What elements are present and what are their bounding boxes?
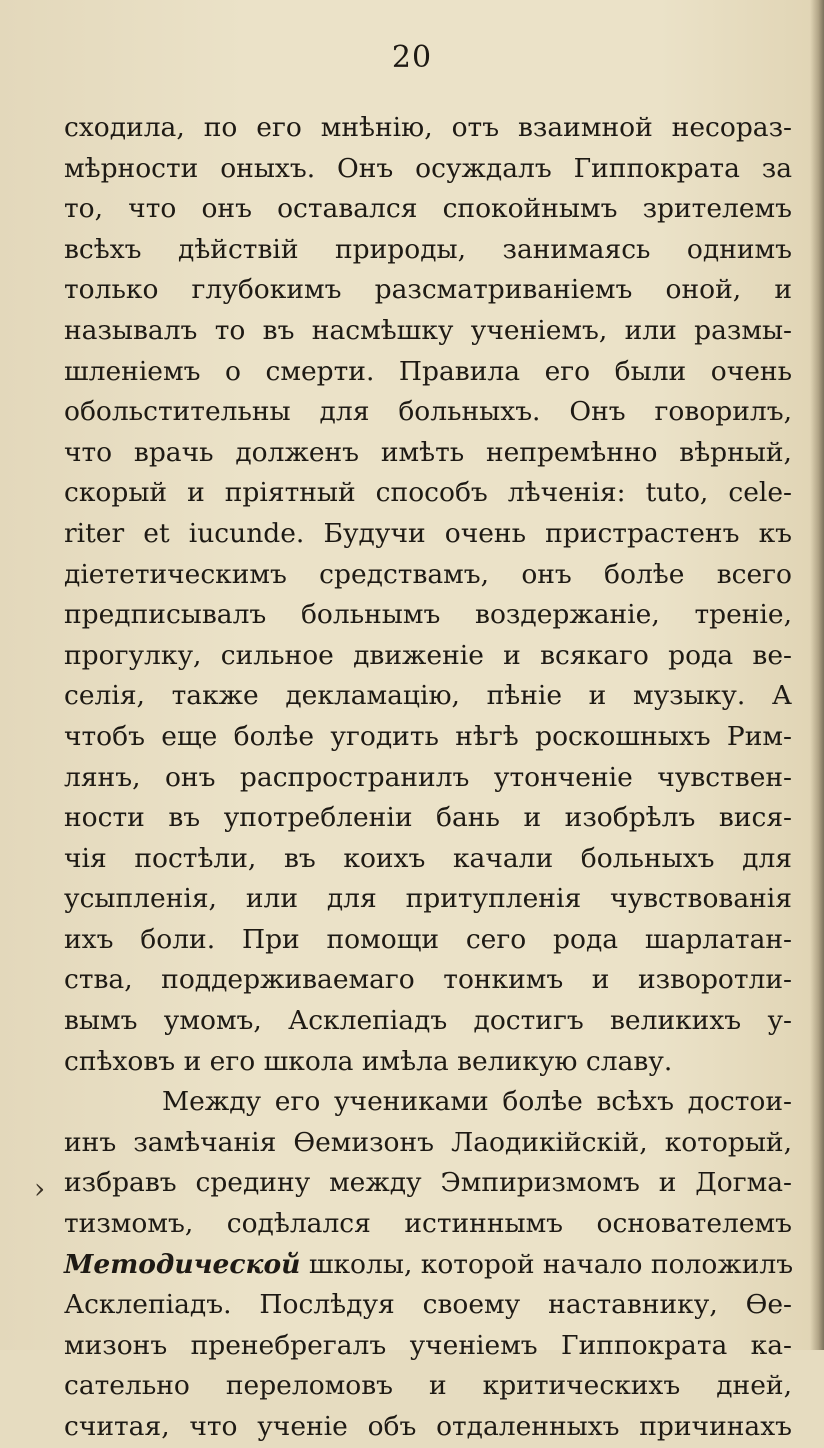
text-line: діететическимъ средствамъ, онъ болѣе всего [64, 558, 792, 590]
text-line: сходила, по его мнѣнію, отъ взаимной несораз- [64, 112, 792, 143]
text-line: шленіемъ о смерти. Правила его были очень [64, 355, 792, 387]
text-line: называлъ то въ насмѣшку ученіемъ, или размы- [64, 314, 792, 346]
text-line: мѣрности оныхъ. Онъ осуждалъ Гиппократа за [64, 152, 792, 184]
text-line: ихъ боли. При помощи сего рода шарлатан- [64, 923, 792, 955]
text-line-rest: школы, которой начало положилъ [308, 1248, 794, 1280]
text-line: чтобъ еще болѣе угодить нѣгѣ роскошныхъ Рим- [64, 720, 792, 752]
text-line: обольстительны для больныхъ. Онъ говорилъ, [64, 396, 792, 428]
page-edge-shadow [810, 0, 824, 1350]
text-line: лянъ, онъ распространилъ утонченіе чувствен- [64, 761, 792, 793]
text-line-with-italic [64, 1245, 792, 1286]
text-line: избравъ средину между Эмпиризмомъ и Догма- [64, 1167, 792, 1199]
text-line: считая, что ученіе объ отдаленныхъ причинахъ [64, 1411, 792, 1442]
text-line: скорый и пріятный способъ лѣченія: tuto, cele- [64, 477, 792, 509]
text-line: селія, также декламацію, пѣніе и музыку. А [64, 680, 792, 712]
text-line: мизонъ пренебрегалъ ученіемъ Гиппократа ка- [64, 1329, 792, 1361]
text-line: Асклепіадъ. Послѣдуя своему наставнику, Ѳе- [64, 1289, 792, 1321]
text-line: прогулку, сильное движеніе и всякаго рода ве- [64, 639, 792, 671]
text-line: сательно переломовъ и критическихъ дней, [64, 1370, 792, 1402]
text-line: усыпленія, или для притупленія чувствованія [64, 883, 792, 915]
text-line: вымъ умомъ, Асклепіадъ достигъ великихъ у- [64, 1005, 792, 1037]
page-number: 20 [391, 40, 433, 75]
paragraph-start-line: Между его учениками болѣе всѣхъ достои- [162, 1086, 792, 1118]
margin-mark: › [34, 1172, 46, 1205]
text-line: предписывалъ больнымъ воздержаніе, треніе, [64, 599, 792, 631]
text-line: riter et iucunde. Будучи очень пристрастенъ къ [64, 517, 792, 549]
text-line: инъ замѣчанія Ѳемизонъ Лаодикійскій, который, [64, 1126, 792, 1158]
text-line: спѣховъ и его школа имѣла великую славу. [64, 1045, 673, 1077]
text-line: что врачь долженъ имѣть непремѣнно вѣрный, [64, 436, 792, 468]
text-line: то, что онъ оставался спокойнымъ зрителемъ [64, 193, 792, 225]
body-text [64, 108, 792, 1448]
text-line: только глубокимъ разсматриваніемъ оной, и [64, 274, 792, 306]
text-line: всѣхъ дѣйствій природы, занимаясь однимъ [64, 233, 792, 265]
text-line: ства, поддерживаемаго тонкимъ и изворотли- [64, 964, 792, 996]
text-line: тизмомъ, содѣлался истиннымъ основателемъ [64, 1208, 792, 1240]
text-line: чія постѣли, въ коихъ качали больныхъ для [64, 842, 792, 874]
italic-term: Методической [64, 1248, 301, 1280]
text-line: ности въ употребленіи бань и изобрѣлъ вися- [64, 802, 792, 834]
